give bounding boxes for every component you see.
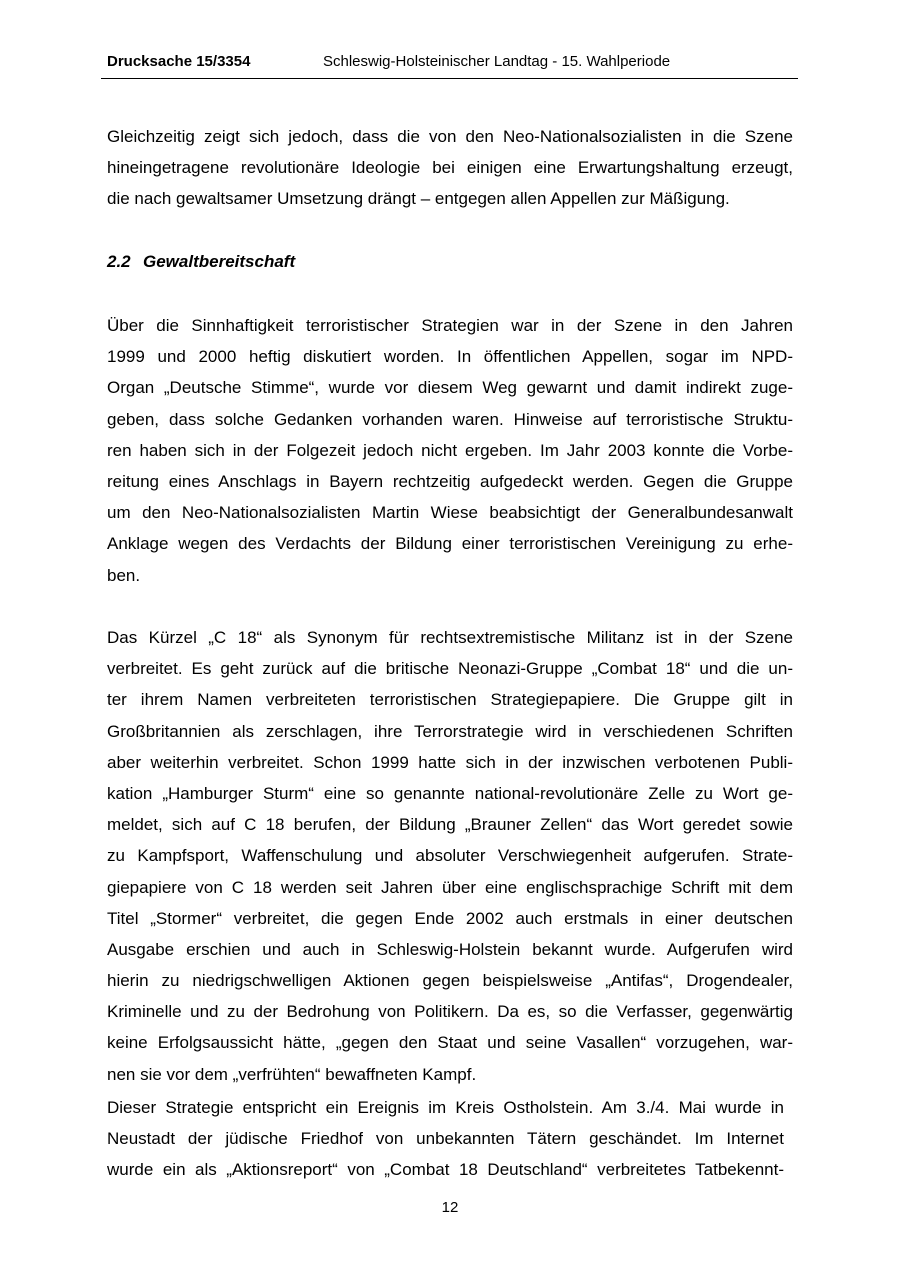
text-line: die nach gewaltsamer Umsetzung drängt – entgegen allen Appellen zur Mäßigung. [107, 189, 730, 209]
text-line: Gleichzeitig zeigt sich jedoch, dass die von den Neo-Nationalsozialisten in die Szene [107, 127, 793, 146]
text-line: ben. [107, 565, 141, 585]
text-line: Organ „Deutsche Stimme“, wurde vor diesem Weg gewarnt und damit indirekt zuge- [107, 378, 793, 398]
text-line: ter ihrem Namen verbreiteten terroristischen Strategiepapiere. Die Gruppe gilt in [107, 690, 793, 710]
text-line: Über die Sinnhaftigkeit terroristischer Strategien war in der Szene in den Jahren [107, 316, 793, 335]
text-line: geben, dass solche Gedanken vorhanden waren. Hinweise auf terroristische Struktu- [107, 409, 793, 429]
text-line: hierin zu niedrigschwelligen Aktionen gegen beispielsweise „Antifas“, Drogendealer, [107, 971, 793, 991]
text-line: Dieser Strategie entspricht ein Ereignis im Kreis Ostholstein. Am 3./4. Mai wurde in [107, 1098, 784, 1117]
text-line: Ausgabe erschien und auch in Schleswig-Holstein bekannt wurde. Aufgerufen wird [107, 939, 793, 959]
text-line: Titel „Stormer“ verbreitet, die gegen Ende 2002 auch erstmals in einer deutschen [107, 908, 793, 928]
paragraph-3 [107, 622, 793, 1090]
paragraph-1 [107, 121, 793, 215]
text-line: hineingetragene revolutionäre Ideologie bei einigen eine Erwartungshaltung erzeugt, [107, 158, 793, 178]
section-number: 2.2 [107, 252, 131, 271]
document-number: Drucksache 15/3354 [107, 53, 251, 70]
section-title: Gewaltbereitschaft [143, 252, 296, 271]
text-line: keine Erfolgsaussicht hätte, „gegen den Staat und seine Vasallen“ vorzugehen, war- [107, 1033, 793, 1053]
text-line: kation „Hamburger Sturm“ eine so genannte national-revolutionäre Zelle zu Wort ge- [107, 783, 793, 803]
text-line: zu Kampfsport, Waffenschulung und absoluter Verschwiegenheit aufgerufen. Strate- [107, 846, 793, 866]
text-line: meldet, sich auf C 18 berufen, der Bildung „Brauner Zellen“ das Wort geredet sowie [107, 815, 793, 835]
text-line: nen sie vor dem „verfrühten“ bewaffneten Kampf. [107, 1064, 477, 1084]
text-line: 1999 und 2000 heftig diskutiert worden. In öffentlichen Appellen, sogar im NPD- [107, 347, 793, 367]
text-line: Anklage wegen des Verdachts der Bildung einer terroristischen Vereinigung zu erhe- [107, 534, 793, 554]
text-line: verbreitet. Es geht zurück auf die britische Neonazi-Gruppe „Combat 18“ und die un- [107, 659, 793, 679]
text-line: wurde ein als „Aktionsreport“ von „Combat 18 Deutschland“ verbreitetes Tatbekennt- [107, 1160, 784, 1180]
text-line: reitung eines Anschlags in Bayern rechtzeitig aufgedeckt werden. Gegen die Gruppe [107, 471, 793, 491]
page-header [101, 52, 798, 79]
page-number: 12 [441, 1199, 459, 1216]
paragraph-2 [107, 310, 793, 591]
text-line: um den Neo-Nationalsozialisten Martin Wiese beabsichtigt der Generalbundesanwalt [107, 503, 793, 523]
section-heading [107, 250, 295, 274]
text-line: Kriminelle und zu der Bedrohung von Politikern. Da es, so die Verfasser, gegenwärtig [107, 1002, 793, 1022]
text-line: Das Kürzel „C 18“ als Synonym für rechtsextremistische Militanz ist in der Szene [107, 628, 793, 647]
text-line: aber weiterhin verbreitet. Schon 1999 hatte sich in der inzwischen verbotenen Publi- [107, 752, 793, 772]
text-line: Neustadt der jüdische Friedhof von unbekannten Tätern geschändet. Im Internet [107, 1129, 784, 1149]
text-line: ren haben sich in der Folgezeit jedoch nicht ergeben. Im Jahr 2003 konnte die Vorbe- [107, 440, 793, 460]
text-line: Großbritannien als zerschlagen, ihre Terrorstrategie wird in verschiedenen Schriften [107, 721, 793, 741]
header-title: Schleswig-Holsteinischer Landtag - 15. Wahlperiode [323, 53, 671, 70]
paragraph-4 [107, 1092, 784, 1186]
text-line: giepapiere von C 18 werden seit Jahren über eine englischsprachige Schrift mit dem [107, 877, 793, 897]
